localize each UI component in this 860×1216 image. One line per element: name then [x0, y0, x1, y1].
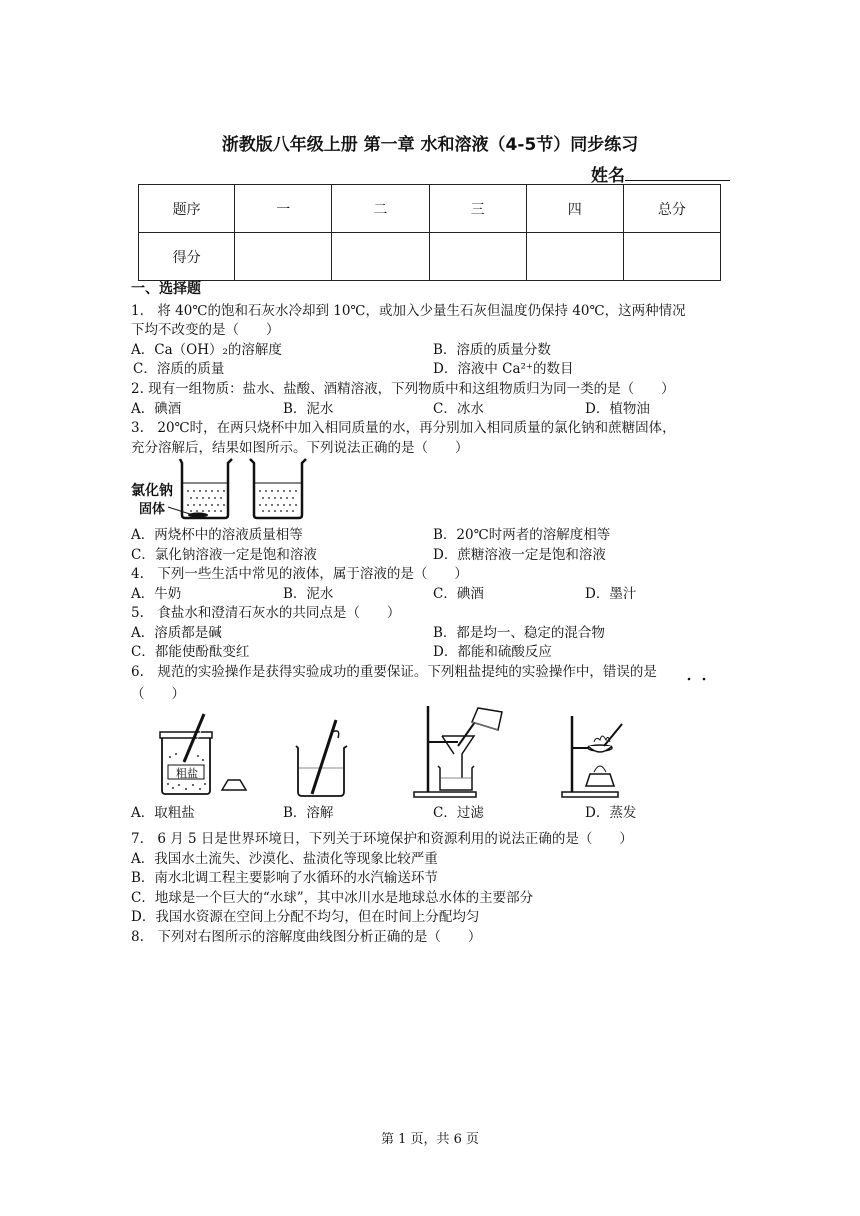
score-header-cell: 总分 — [623, 185, 720, 233]
question-7-option-a: A．我国水土流失、沙漠化、盐渍化等现象比较严重 — [131, 851, 438, 867]
name-blank-line — [625, 166, 730, 181]
question-2-option-d: D．植物油 — [585, 401, 650, 417]
question-8-stem: 8. 下列对右图所示的溶解度曲线图分析正确的是（ ） — [131, 929, 482, 945]
figure-label-sodium-chloride: 氯化钠 — [131, 483, 173, 499]
question-4-stem: 4. 下列一些生活中常见的液体，属于溶液的是（ ） — [131, 566, 468, 582]
question-1-stem-line1: 1. 将 40℃的饱和石灰水冷却到 10℃，或加入少量生石灰但温度仍保持 40℃，这两种情况 — [131, 303, 686, 319]
question-1-stem-line2: 下均不改变的是（ ） — [131, 322, 280, 338]
question-3-option-c: C．氯化钠溶液一定是饱和溶液 — [131, 547, 317, 563]
name-field — [591, 161, 730, 186]
filtration-figure — [412, 702, 512, 798]
question-7-option-c: C．地球是一个巨大的“水球”，其中冰川水是地球总水体的主要部分 — [131, 890, 534, 906]
question-4-option-a: A．牛奶 — [131, 586, 182, 602]
question-7-option-d: D．我国水资源在空间上分配不均匀，但在时间上分配均匀 — [131, 909, 480, 925]
score-header-cell: 二 — [332, 185, 429, 233]
question-1-option-c: C．溶质的质量 — [133, 361, 225, 377]
question-1-option-b: B．溶质的质量分数 — [433, 342, 551, 358]
question-5-option-d: D．都能和硫酸反应 — [433, 644, 552, 660]
question-2-stem: 2. 现有一组物质：盐水、盐酸、酒精溶液，下列物质中和这组物质归为同一类的是（ ） — [131, 381, 675, 397]
score-cell[interactable] — [526, 233, 623, 281]
dissolve-figure — [292, 718, 352, 798]
take-salt-figure — [160, 712, 255, 798]
question-4-option-d: D．墨汁 — [585, 586, 637, 602]
score-table-header-row — [139, 185, 721, 233]
question-5-option-a: A．溶质都是碱 — [131, 625, 222, 641]
score-header-cell: 四 — [526, 185, 623, 233]
question-3-option-d: D．蔗糖溶液一定是饱和溶液 — [433, 547, 606, 563]
question-4-option-b: B．泥水 — [283, 586, 334, 602]
figure-label-solid: 固体 — [139, 502, 166, 517]
score-cell[interactable] — [623, 233, 720, 281]
question-2-option-a: A．碘酒 — [131, 401, 182, 417]
question-1-option-a: A．Ca（OH）₂的溶解度 — [131, 342, 282, 358]
question-3-stem-line2: 充分溶解后，结果如图所示。下列说法正确的是（ ） — [131, 440, 469, 456]
question-6-option-b: B．溶解 — [283, 805, 334, 821]
question-2-option-b: B．泥水 — [283, 401, 334, 417]
score-header-cell: 题序 — [139, 185, 235, 233]
question-5-stem: 5. 食盐水和澄清石灰水的共同点是（ ） — [131, 605, 401, 621]
evaporation-figure — [560, 712, 640, 798]
question-1-option-d: D．溶液中 Ca²⁺的数目 — [433, 361, 574, 377]
question-6-option-a: A．取粗盐 — [131, 805, 195, 821]
question-6-stem-line2: （ ） — [131, 686, 185, 702]
score-cell[interactable] — [429, 233, 526, 281]
page-title: 浙教版八年级上册 第一章 水和溶液（4-5节）同步练习 — [221, 135, 639, 155]
question-2-option-c: C．冰水 — [433, 401, 484, 417]
question-6-option-d: D．蒸发 — [585, 805, 637, 821]
emphasis-dots — [680, 676, 720, 682]
question-3-stem-line1: 3. 20℃时，在两只烧杯中加入相同质量的水，再分别加入相同质量的氯化钠和蔗糖固体， — [131, 420, 676, 436]
page-footer: 第 1 页，共 6 页 — [380, 1132, 480, 1147]
question-3-option-a: A．两烧杯中的溶液质量相等 — [131, 527, 303, 543]
name-label: 姓名 — [591, 166, 625, 186]
score-row-label: 得分 — [139, 233, 235, 281]
question-3-option-b: B．20℃时两者的溶解度相等 — [433, 527, 611, 543]
section-heading: 一、选择题 — [131, 281, 201, 297]
score-table-score-row — [139, 233, 721, 281]
question-5-option-b: B．都是均一、稳定的混合物 — [433, 625, 605, 641]
score-cell[interactable] — [235, 233, 332, 281]
score-header-cell: 三 — [429, 185, 526, 233]
score-cell[interactable] — [332, 233, 429, 281]
question-7-option-b: B．南水北调工程主要影响了水循环的水汽输送环节 — [131, 870, 438, 886]
question-7-stem: 7. 6 月 5 日是世界环境日，下列关于环境保护和资源利用的说法正确的是（ ） — [131, 831, 633, 847]
question-4-option-c: C．碘酒 — [433, 586, 484, 602]
question-6-option-c: C．过滤 — [433, 805, 484, 821]
question-6-stem-line1: 6. 规范的实验操作是获得实验成功的重要保证。下列粗盐提纯的实验操作中，错误的是 — [131, 664, 657, 680]
question-5-option-c: C．都能使酚酞变红 — [131, 644, 250, 660]
score-table — [138, 184, 721, 281]
score-header-cell: 一 — [235, 185, 332, 233]
jar-label: 粗盐 — [176, 767, 198, 780]
